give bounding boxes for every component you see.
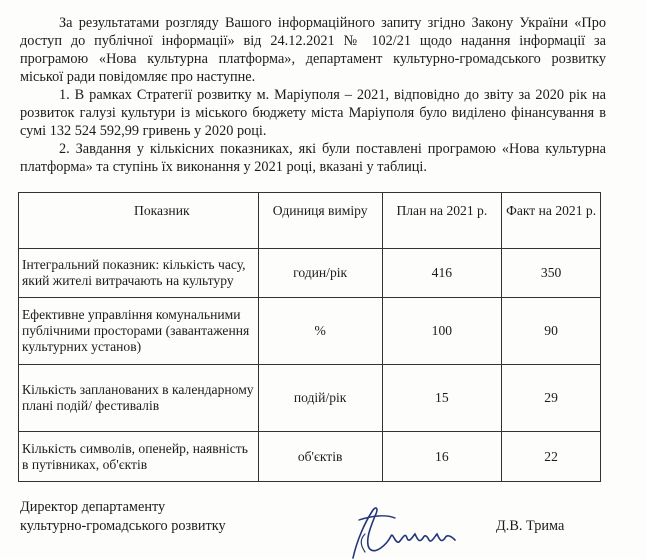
- table-row: [19, 432, 601, 482]
- table-header-row: [19, 193, 601, 249]
- table-row: [19, 298, 601, 365]
- unit-cell: подій/рік: [258, 365, 382, 432]
- fact-cell: 90: [502, 298, 601, 365]
- plan-cell: 16: [382, 432, 502, 482]
- intro-paragraph: За результатами розгляду Вашого інформаційного запиту згідно Закону України «Про доступ до публічної інформації» від 24.12.2021 № 102/21 щодо надання інформації за програмою «Нова культурна платформа», департамент культурно-громадського розвитку міської ради повідомляє про наступне.: [20, 15, 606, 85]
- position-line-2: культурно-громадського розвитку: [20, 518, 226, 534]
- fact-cell: 22: [502, 432, 601, 482]
- indicators-table: [18, 192, 601, 482]
- unit-cell: об'єктів: [258, 432, 382, 482]
- position-line-1: Директор департаменту: [20, 499, 166, 515]
- indicator-cell: Ефективне управління комунальними публічними просторами (завантаження культурних установ): [19, 298, 259, 365]
- handwritten-signature: [335, 500, 475, 559]
- indicator-cell: Інтегральний показник: кількість часу, який жителі витрачають на культуру: [19, 249, 259, 298]
- plan-cell: 100: [382, 298, 502, 365]
- indicator-cell: Кількість символів, опенейр, наявність в путівниках, об'єктів: [19, 432, 259, 482]
- header-plan: План на 2021 р.: [382, 193, 502, 249]
- table-row: [19, 365, 601, 432]
- plan-cell: 15: [382, 365, 502, 432]
- point-1-paragraph: 1. В рамках Стратегії розвитку м. Маріуполя – 2021, відповідно до звіту за 2020 рік на розвиток галузі культури із міського бюджету міста Маріуполя було виділено фінансування в сумі 132 524 592,99 гривень у 2020 році.: [20, 87, 606, 139]
- indicator-cell: Кількість запланованих в календарному плані подій/ фестивалів: [19, 365, 259, 432]
- header-unit: Одиниця виміру: [258, 193, 382, 249]
- unit-cell: %: [258, 298, 382, 365]
- header-fact: Факт на 2021 р.: [502, 193, 601, 249]
- signer-name: Д.В. Трима: [496, 518, 565, 534]
- unit-cell: годин/рік: [258, 249, 382, 298]
- table-row: [19, 249, 601, 298]
- fact-cell: 29: [502, 365, 601, 432]
- point-2-paragraph: 2. Завдання у кількісних показниках, які були поставлені програмою «Нова культурна платформа» та ступінь їх виконання у 2021 році, вказані у таблиці.: [20, 141, 606, 175]
- fact-cell: 350: [502, 249, 601, 298]
- plan-cell: 416: [382, 249, 502, 298]
- signature-block: [20, 498, 226, 536]
- header-indicator: Показник: [19, 193, 259, 249]
